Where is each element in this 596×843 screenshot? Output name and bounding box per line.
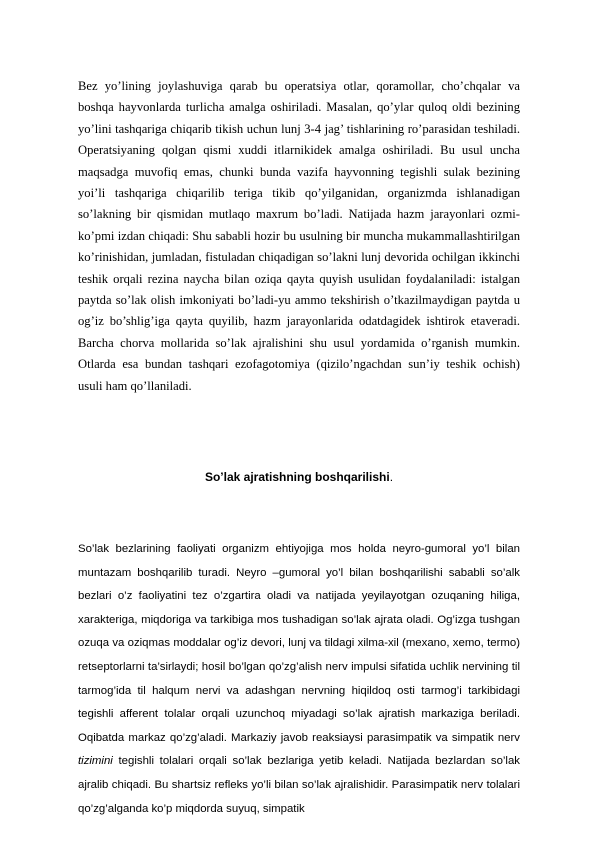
body-paragraph-2: [78, 538, 520, 821]
section-heading: [78, 470, 520, 484]
body-paragraph-2-part-b: tegishli tolalari orqali so’lak bezlariga yetib keladi. Natijada bezlardan so’lak ajralib chiqadi. Bu shartsiz refleks yo’li bilan so’lak ajralishidir. Parasimpatik nerv tolalari qo’zg’alganda ko’p miqdorda suyuq, simpatik: [78, 755, 520, 815]
section-heading-period: .: [389, 470, 394, 484]
body-paragraph-2-part-a: So’lak bezlarining faoliyati organizm ehtiyojiga mos holda neyro-gumoral yo’l bilan muntazam boshqarilib turadi. Neyro –gumoral yo’l bilan boshqarilishi sababli so’alk bezlari o’z faoliyatini tez o’zgartira oladi va natijada yeyilayotgan ozuqaning hiliga, xarakteriga, miqdoriga va tarkibiga mos tushadigan so’lak ajrata oladi. Og’izga tushgan ozuqa va oziqmas moddalar og’iz devori, lunj va tildagi xilma-xil (mexano, xemo, termo) retseptorlarni ta’sirlaydi; hosil bo’lgan qo’zg’alish nerv impulsi sifatida uchlik nervining til tarmog’ida til halqum nervi va adashgan nervning hiqildoq osti tarmog’i tarkibidagi tegishli afferent tolalar orqali uzunchoq miyadagi so’lak ajratish markaziga beriladi. Oqibatda markaz qo’zg’aladi. Markaziy javob reaksiaysi parasimpatik va simpatik nerv: [78, 543, 520, 744]
body-paragraph-1: Bez yo’lining joylashuviga qarab bu operatsiya otlar, qoramollar, cho’chqalar va boshqa hayvonlarda turlicha amalga oshiriladi. Masalan, qo’ylar quloq oldi bezining yo’lini tashqariga chiqarib tikish uchun lunj 3-4 jag’ tishlarining ro’parasidan teshiladi. Operatsiyaning qolgan qismi xuddi itlarnikidek amalga oshiriladi. Bu usul uncha maqsadga muvofiq emas, chunki bunda vazifa hayvonning tegishli sulak bezining yoi’li tashqariga chiqarilib teriga tikib qo’yilganidan, organizmda ishlanadigan so’lakning bir qismidan mutlaqo maxrum bo’ladi. Natijada hazm jarayonlari ozmi-ko’pmi izdan chiqadi: Shu sababli hozir bu usulning bir muncha mukammallashtirilgan ko’rinishidan, jumladan, fistuladan chiqadigan so’lakni lunj devorida ochilgan ikkinchi teshik orqali rezina naycha bilan oziqa qayta quyish usulidan foydalaniladi: istalgan paytda so’lak olish imkoniyati bo’ladi-yu ammo tekshirish o’tkazilmaydigan paytda u og’iz bo’shlig’iga qayta quyilib, hazm jarayonlarida odatdagidek ishtirok etaveradi. Barcha chorva mollarida so’lak ajralishini shu usul yordamida o’rganish mumkin. Otlarda esa bundan tashqari ezofagotomiya (qizilo’ngachdan sun’iy teshik ochish) usuli ham qo’llaniladi.: [78, 79, 520, 393]
section-heading-text: So’lak ajratishning boshqarilishi: [204, 470, 390, 484]
body-paragraph-2-italic: tizimini: [78, 755, 113, 768]
